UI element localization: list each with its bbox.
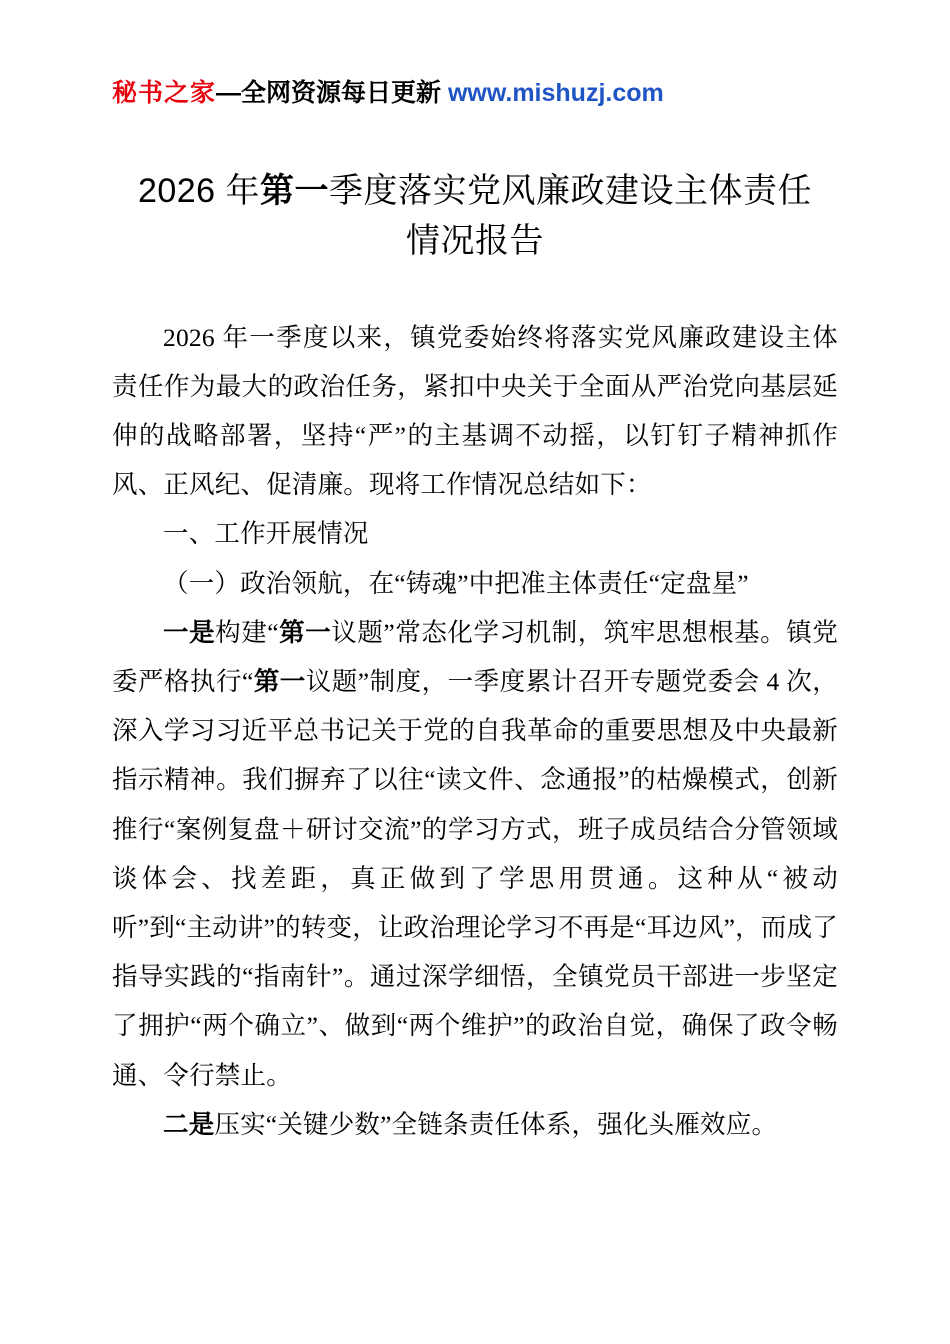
title-line-two: 情况报告 xyxy=(406,222,544,261)
site-url-link[interactable]: www.mishuzj.com xyxy=(447,79,664,107)
point-one-text-c: 议题”制度，一季度累计召开专题党委会 4 次，深入学习习近平总书记关于党的自我革命的重要思想及中央最新指示精神。我们摒弃了以往“读文件、念通报”的枯燥模式，创新推行“案例复盘＋研讨交流”的学习方式，班子成员结合分管领域谈体会、找差距，真正做到了学思用贯通。这种从“被动听”到“主动讲”的转变，让政治理论学习不再是“耳边风”，而成了指导实践的“指南针”。通过深学细悟，全镇党员干部进一步坚定了拥护“两个确立”、做到“两个维护”的政治自觉，确保了政令畅通、令行禁止。 xyxy=(112,667,838,1090)
paragraph-point-one xyxy=(112,608,838,1100)
point-two-lead: 二是 xyxy=(163,1109,215,1139)
point-two-text: 压实“关键少数”全链条责任体系，强化头雁效应。 xyxy=(214,1109,778,1139)
paragraph-point-two xyxy=(112,1100,838,1149)
paragraph-section-heading-one: 一、工作开展情况 xyxy=(163,519,369,549)
site-tagline-label: —全网资源每日更新 xyxy=(216,79,448,107)
title-part-year: 2026 年 xyxy=(137,172,261,210)
title-part-emphasis: 第一 xyxy=(260,172,330,210)
point-one-bold-a: 第一 xyxy=(278,617,332,647)
paragraph-intro: 2026 年一季度以来，镇党委始终将落实党风廉政建设主体责任作为最大的政治任务，紧扣中央关于全面从严治党向基层延伸的战略部署，坚持“严”的主基调不动摇，以钉钉子精神抓作风、正风纪、促清廉。现将工作情况总结如下： xyxy=(112,322,838,500)
point-one-text-b: 议题”常态化学习机制，筑牢思想根基。镇党委严格执行“ xyxy=(112,617,839,697)
point-one-text-a: 构建“ xyxy=(215,617,279,647)
point-one-lead: 一是 xyxy=(163,617,216,647)
site-brand-label: 秘书之家 xyxy=(112,79,217,107)
title-part-rest: 季度落实党风廉政建设主体责任 xyxy=(329,172,813,210)
paragraph-subsection-one: （一）政治领航，在“铸魂”中把准主体责任“定盘星” xyxy=(163,568,749,598)
site-watermark-header xyxy=(112,78,838,108)
document-title xyxy=(112,166,838,267)
point-one-bold-b: 第一 xyxy=(253,667,306,697)
